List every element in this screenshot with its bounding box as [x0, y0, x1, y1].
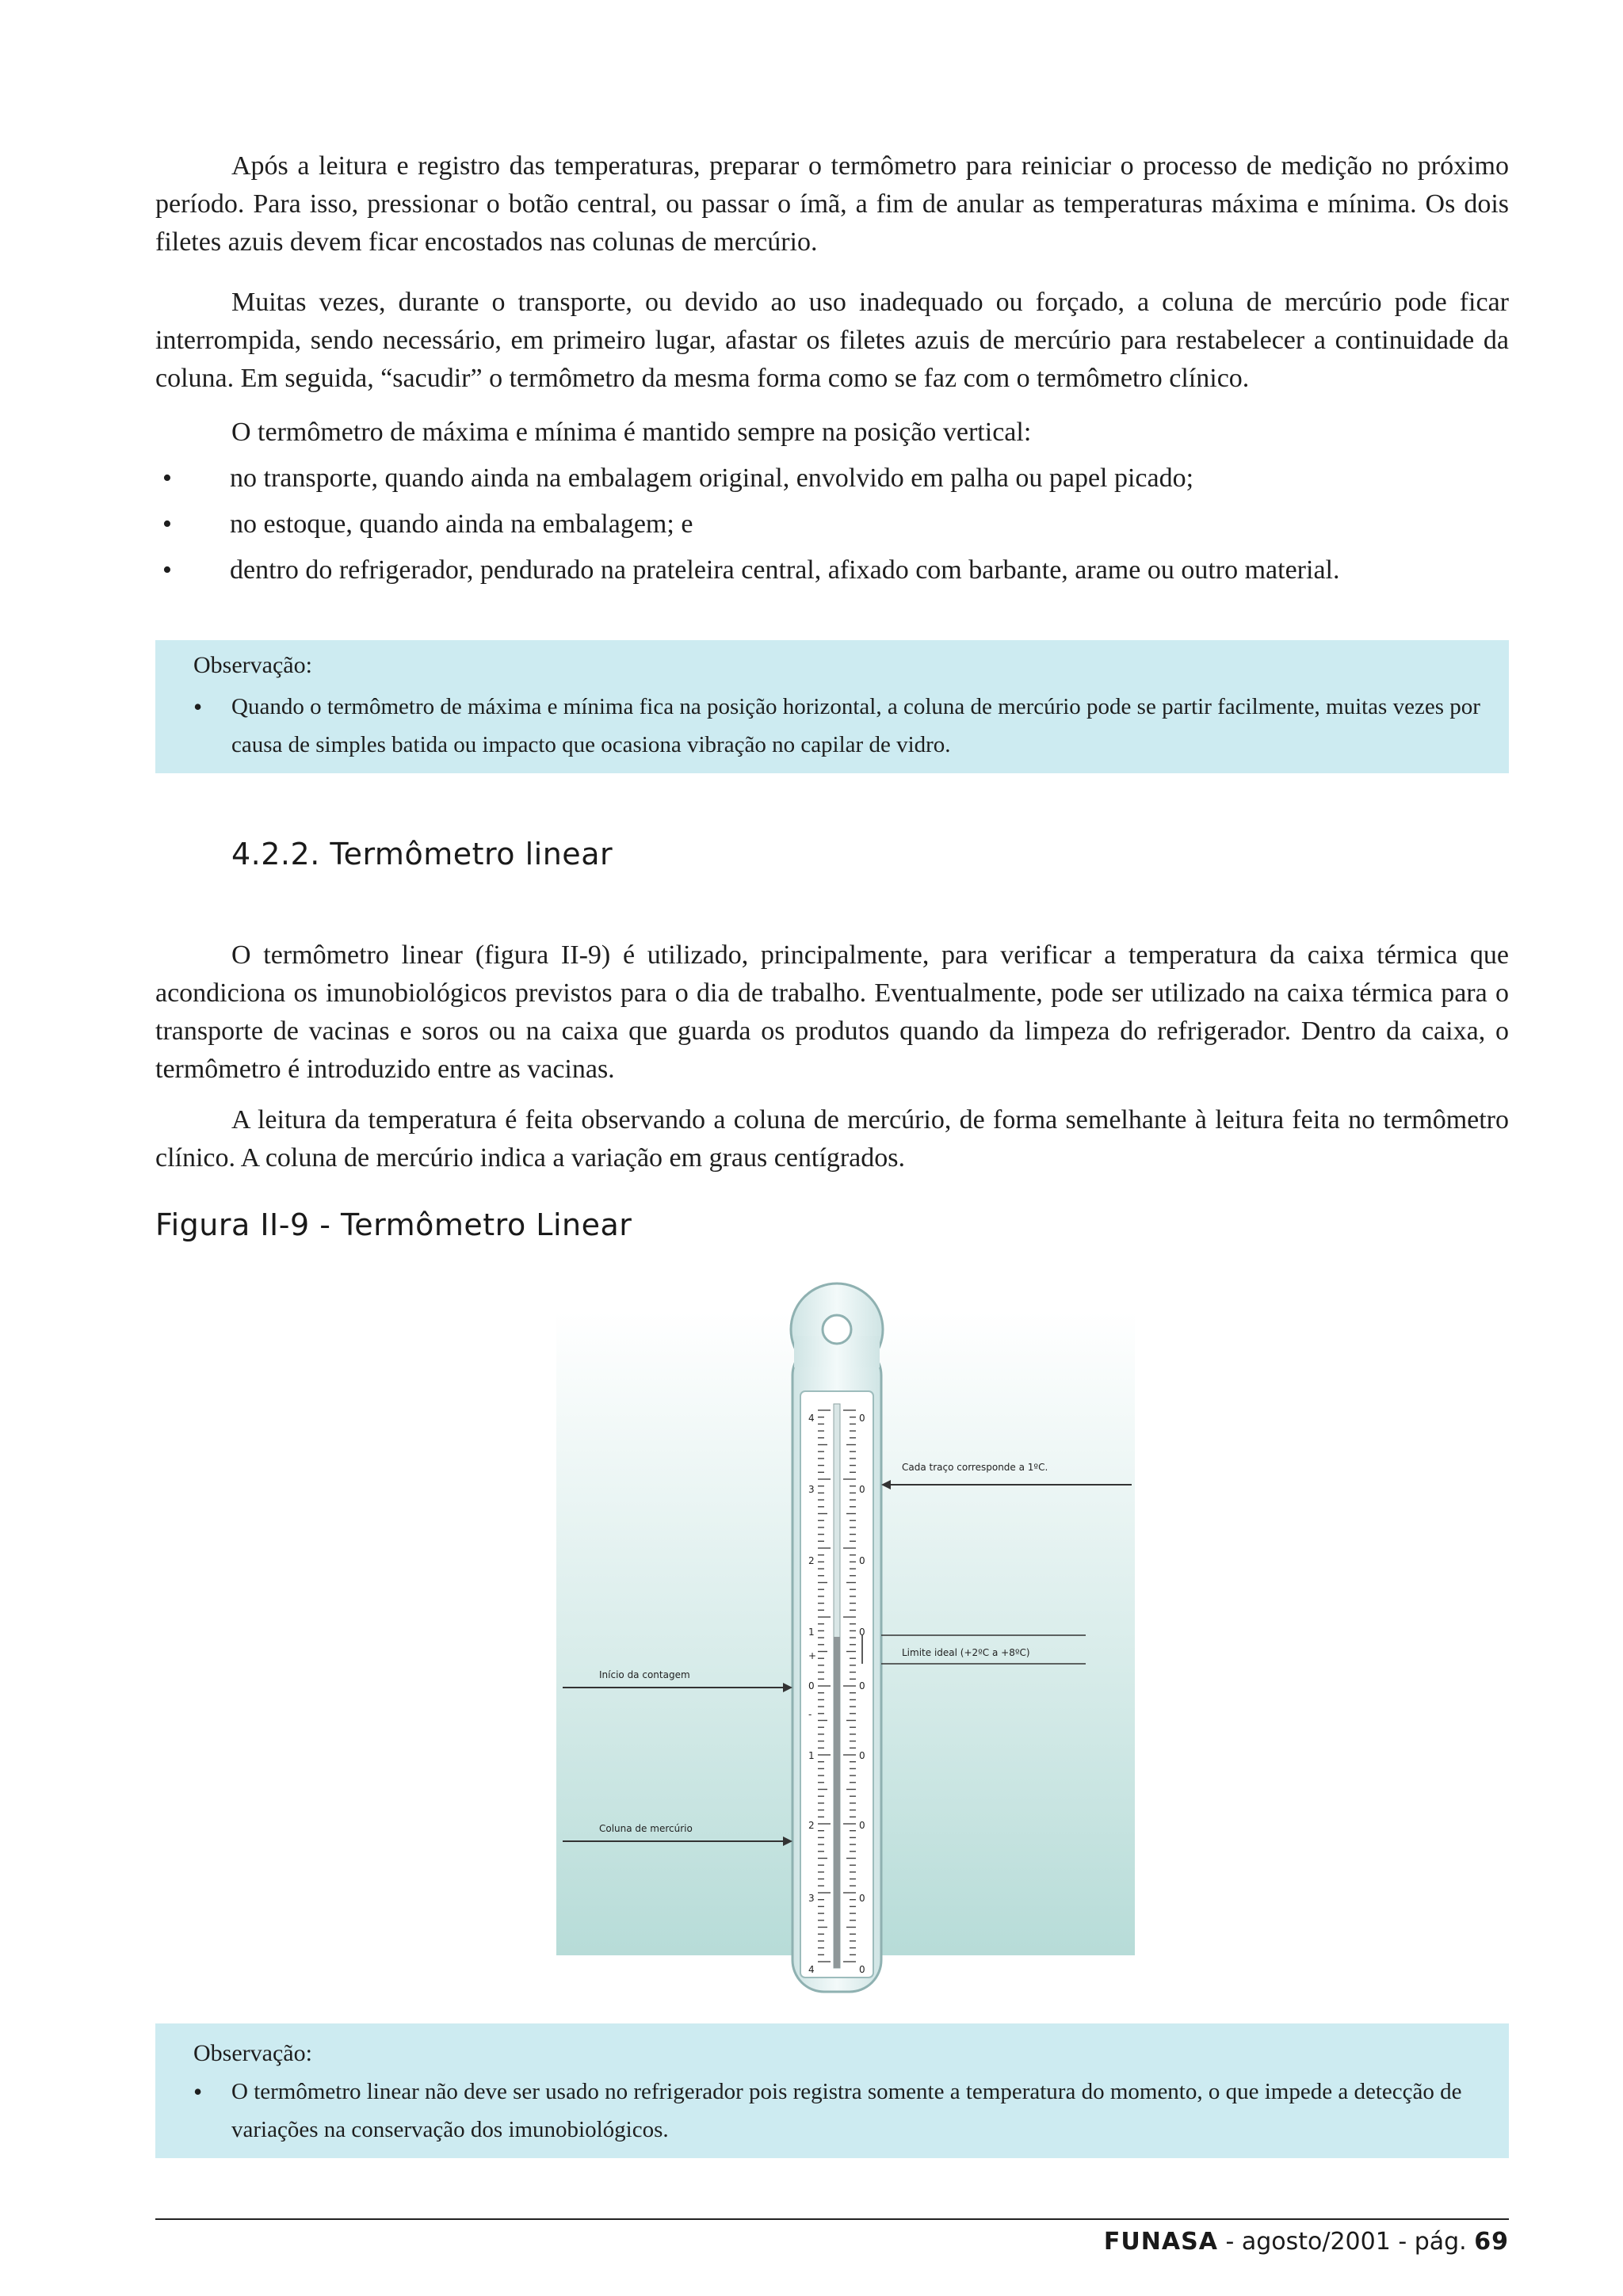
scale-number: 1 [808, 1750, 815, 1761]
bullet-icon: • [193, 2077, 203, 2106]
scale-number: 0 [859, 1680, 865, 1691]
list-item-text: no estoque, quando ainda na embalagem; e [230, 509, 693, 539]
bullet-icon: • [162, 555, 172, 585]
annotation-mercury-column: Coluna de mercúrio [599, 1823, 693, 1834]
scale-number: 4 [808, 1413, 815, 1424]
scale-number: 2 [808, 1555, 815, 1566]
footer-brand: FUNASA [1103, 2228, 1218, 2256]
list-item [162, 505, 1514, 543]
paragraph-reading: A leitura da temperatura é feita observando a coluna de mercúrio, de forma semelhante à leitura feita no termômetro clínico. A coluna de mercúrio indica a variação em graus centígrados. [155, 1105, 1509, 1173]
scale-number: 0 [859, 1750, 865, 1761]
list-item-text: dentro do refrigerador, pendurado na prateleira central, afixado com barbante, arame ou outro material. [230, 555, 1340, 585]
scale-number: 0 [859, 1627, 865, 1638]
annotation-ideal-limit: Limite ideal (+2ºC a +8ºC) [902, 1647, 1030, 1658]
annotation-start-count: Início da contagem [599, 1669, 690, 1680]
figure-caption: Figura II-9 - Termômetro Linear [155, 1207, 632, 1242]
scale-number: 3 [808, 1893, 815, 1904]
thermometer-figure [555, 1280, 1141, 2009]
scale-number: 3 [808, 1484, 815, 1495]
observation-item [193, 2073, 1491, 2149]
paragraph-reset-thermometer: Após a leitura e registro das temperaturas, preparar o termômetro para reiniciar o processo de medição no próximo período. Para isso, pressionar o botão central, ou passar o ímã, a fim de anular as temperaturas máxima e mínima. Os dois filetes azuis devem ficar encostados nas colunas de mercúrio. [155, 151, 1509, 257]
scale-number: 0 [859, 1893, 865, 1904]
observation-title: Observação: [193, 652, 312, 678]
paragraph-linear-thermometer: O termômetro linear (figura II-9) é utilizado, principalmente, para verificar a temperatura da caixa térmica que acondiciona os imunobiológicos previstos para o dia de trabalho. Eventualmente, pode ser utilizado na caixa térmica para o transporte de vacinas e soros ou na caixa que guarda os produtos quando da limpeza do refrigerador. Dentro da caixa, o termômetro é introduzido entre as vacinas. [155, 940, 1509, 1084]
scale-number: 0 [808, 1680, 815, 1691]
footer-divider [155, 2218, 1509, 2220]
mercury-column [834, 1637, 840, 1968]
observation-item [193, 688, 1491, 764]
scale-number: 0 [859, 1484, 865, 1495]
scale-number: 4 [808, 1964, 815, 1975]
page-footer [1104, 2228, 1509, 2256]
paragraph-vertical-position: O termômetro de máxima e mínima é mantido sempre na posição vertical: [231, 418, 1032, 447]
observation-text: Quando o termômetro de máxima e mínima fica na posição horizontal, a coluna de mercúrio pode se partir facilmente, muitas vezes por causa de simples batida ou impacto que ocasiona vibração no capilar de vidro. [231, 694, 1480, 757]
page-number: 69 [1474, 2228, 1509, 2256]
section-heading: 4.2.2. Termômetro linear [231, 837, 613, 871]
bullet-icon: • [193, 692, 203, 721]
scale-number: - [808, 1709, 812, 1720]
scale-number: 0 [859, 1820, 865, 1831]
observation-box [155, 640, 1509, 773]
footer-date: - agosto/2001 - pág. [1217, 2228, 1475, 2256]
bullet-icon: • [162, 509, 172, 539]
list-item-text: no transporte, quando ainda na embalagem original, envolvido em palha ou papel picado; [230, 463, 1194, 493]
list-item [162, 460, 1514, 498]
list-item [162, 551, 1514, 589]
scale-number: 0 [859, 1964, 865, 1975]
observation-box [155, 2023, 1509, 2158]
paragraph-interrupted-column: Muitas vezes, durante o transporte, ou devido ao uso inadequado ou forçado, a coluna de mercúrio pode ficar interrompida, sendo necessário, em primeiro lugar, afastar os filetes azuis de mercúrio para restabelecer a continuidade da coluna. Em seguida, “sacudir” o termômetro da mesma forma como se faz com o termômetro clínico. [155, 288, 1509, 393]
scale-number: 1 [808, 1627, 815, 1638]
observation-text: O termômetro linear não deve ser usado no refrigerador pois registra somente a temperatura do momento, o que impede a detecção de variações na conservação dos imunobiológicos. [231, 2079, 1462, 2142]
scale-number: 2 [808, 1820, 815, 1831]
scale-number: + [808, 1650, 817, 1661]
bullet-icon: • [162, 463, 172, 493]
scale-number: 0 [859, 1555, 865, 1566]
annotation-each-mark: Cada traço corresponde a 1ºC. [902, 1462, 1048, 1473]
observation-title: Observação: [193, 2040, 312, 2066]
scale-number: 0 [859, 1413, 865, 1424]
